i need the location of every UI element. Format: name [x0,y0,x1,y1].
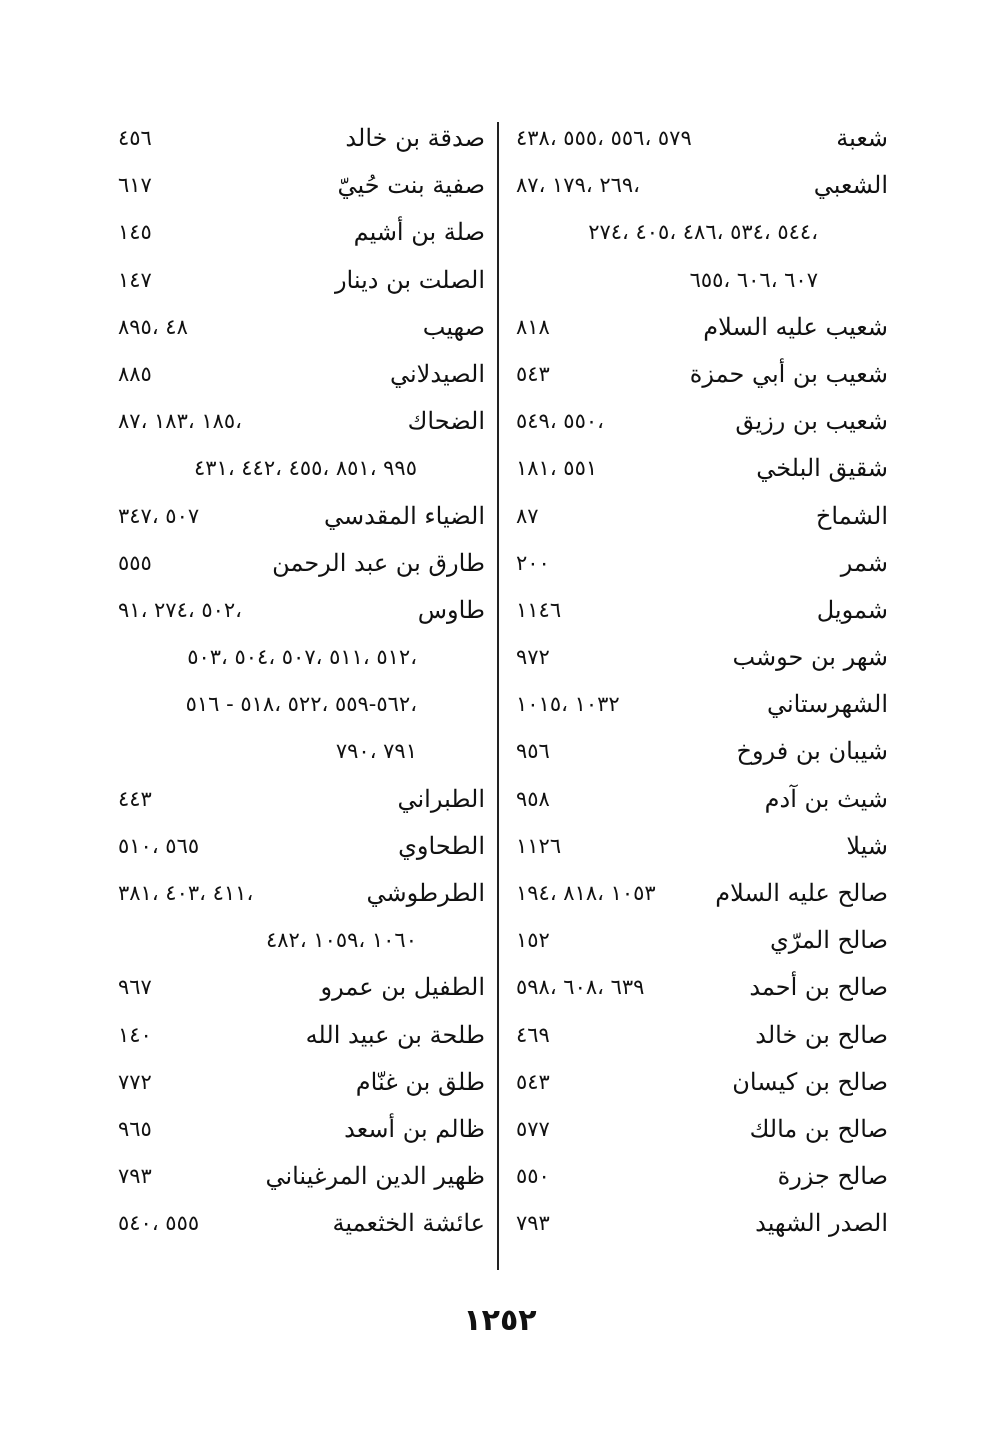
entry-pages-continuation: ٧٩١ ،٧٩٠ [335,739,417,764]
entry-name: طاوس [417,595,485,624]
entry-name: الطرطوشي [366,879,485,907]
entry-pages: ٤٥٦ [118,126,152,150]
index-entry [100,118,485,165]
entry-name: ظهير الدين المرغيناني [265,1162,485,1191]
entry-pages: ٨١٨ [516,314,550,339]
index-entry [498,165,888,212]
entry-pages: ٧٩٣ [516,1211,550,1236]
index-entry [100,1015,485,1062]
entry-pages-continuation: ،٥١٢ ،٥١١ ،٥٠٧ ،٥٠٤ ،٥٠٣ [187,645,417,670]
entry-name: الشماخ [815,501,888,530]
index-entry [100,260,485,307]
entry-pages: ٢٠٠ [516,550,550,575]
index-entry [100,448,485,495]
entry-pages-continuation: ،٥٤٤ ،٥٣٤ ،٤٨٦ ،٤٠٥ ،٢٧٤ [588,220,818,245]
index-entry [498,779,888,826]
entry-pages: ٤٦٩ [516,1022,550,1047]
index-entry [100,354,485,401]
entry-pages: ،١٨٥ ،١٨٣ ،٨٧ [118,409,242,434]
index-entry [100,401,485,448]
entry-pages: ٩٦٥ [118,1116,152,1141]
entry-pages: ١٠٣٢ ،١٠١٥ [516,692,620,717]
entry-name: الشهرستاني [766,690,888,719]
entry-pages: ١٤٠ [118,1022,152,1047]
entry-name: شهر بن حوشب [732,643,888,672]
entry-pages: ٧٧٢ [118,1069,152,1094]
index-entry [498,448,888,495]
entry-name: الصيدلاني [389,359,485,388]
index-entry [100,731,485,778]
entry-pages: ١٤٧ [118,267,152,292]
index-entry [498,826,888,873]
entry-name: الطحاوي [398,831,485,860]
index-entry [100,826,485,873]
left-index-column [100,118,485,1251]
index-entry [100,165,485,212]
index-entry [100,212,485,259]
index-entry [498,496,888,543]
index-entry [100,1203,485,1250]
entry-pages-continuation: ٩٩٥ ،٨٥١ ،٤٥٥ ،٤٤٢ ،٤٣١ [193,456,417,481]
index-entry [100,637,485,684]
right-index-column [498,118,888,1251]
entry-name: شمويل [816,595,888,624]
entry-name: شيلا [846,831,888,860]
index-entry [100,967,485,1014]
entry-pages: ٤٤٣ [118,786,152,811]
entry-pages: ٥٥١ ،١٨١ [516,456,598,481]
index-entry [498,920,888,967]
entry-pages: ٩٦٧ [118,975,152,1000]
entry-name: شعبة [836,124,888,152]
index-entry [498,967,888,1014]
entry-name: طلق بن غنّام [355,1067,485,1096]
index-entry [100,307,485,354]
entry-name: صفية بنت حُييّ [337,171,485,200]
entry-pages-continuation: ١٠٦٠ ،١٠٥٩ ،٤٨٢ [266,928,417,953]
entry-name: الصدر الشهيد [755,1209,888,1238]
entry-pages: ٥٧٧ [516,1116,550,1141]
entry-name: صالح بن مالك [749,1114,888,1143]
entry-name: الضحاك [407,407,485,436]
entry-name: ظالم بن أسعد [344,1114,485,1143]
entry-name: الطبراني [397,784,485,813]
entry-pages: ٥٥٥ [118,550,152,575]
index-entry [100,873,485,920]
index-entry [498,260,888,307]
index-entry [498,1203,888,1250]
entry-name: شعيب بن رزيق [735,407,888,436]
entry-name: صلة بن أشيم [353,218,485,247]
entry-pages: ٨٨٥ [118,361,152,386]
index-entry [498,1156,888,1203]
entry-name: طارق بن عبد الرحمن [272,548,485,577]
column-divider [497,122,499,1270]
entry-name: عائشة الخثعمية [332,1209,485,1238]
entry-pages: ١٥٢ [516,928,550,953]
entry-pages: ،٤١١ ،٤٠٣ ،٣٨١ [118,881,254,905]
index-entry [100,779,485,826]
entry-pages: ،٢٦٩ ،١٧٩ ،٨٧ [516,173,640,198]
entry-pages: ،٥٠٢ ،٢٧٤ ،٩١ [118,597,242,622]
index-entry [100,684,485,731]
entry-name: طلحة بن عبيد الله [305,1020,485,1049]
index-entry [498,684,888,731]
index-entry [100,543,485,590]
entry-pages: ٩٧٢ [516,645,550,670]
index-entry [498,1109,888,1156]
index-entry [498,1062,888,1109]
entry-name: شيث بن آدم [764,784,888,813]
entry-pages: ١٤٥ [118,220,152,245]
entry-pages: ٦٣٩ ،٦٠٨ ،٥٩٨ [516,975,645,1000]
entry-name: الضياء المقدسي [324,501,485,530]
entry-pages: ٥٦٥ ،٥١٠ [118,833,200,858]
index-entry [100,1062,485,1109]
index-entry [498,731,888,778]
entry-pages: ٩٥٦ [516,739,550,764]
entry-pages: ٥٤٣ [516,361,550,386]
entry-name: شمر [840,548,888,577]
entry-pages: ٥٧٩ ،٥٥٦ ،٥٥٥ ،٤٣٨ [516,126,692,150]
entry-pages: ٥٤٣ [516,1069,550,1094]
entry-name: شعيب عليه السلام [703,312,888,341]
entry-pages: ٧٩٣ [118,1164,152,1189]
index-entry [498,354,888,401]
entry-name: صهيب [422,312,485,341]
entry-pages-continuation: ،٥٦٢-٥٥٩ ،٥٢٢ ،٥١٨ - ٥١٦ [185,692,417,717]
index-entry [100,920,485,967]
index-entry [498,212,888,259]
entry-name: صالح عليه السلام [715,879,888,907]
page-number: ١٢٥٢ [463,1303,537,1338]
entry-name: صدقة بن خالد [345,124,485,152]
entry-name: شعيب بن أبي حمزة [689,359,888,388]
entry-name: صالح بن خالد [755,1020,888,1049]
entry-name: الشعبي [813,171,888,200]
entry-pages: ٩٥٨ [516,786,550,811]
index-entry [100,590,485,637]
index-entry [498,307,888,354]
entry-pages: ٤٨ ،٨٩٥ [118,314,188,339]
entry-pages: ٦١٧ [118,173,152,198]
index-entry [498,543,888,590]
entry-pages: ٨٧ [516,503,539,528]
index-entry [498,873,888,920]
index-entry [498,118,888,165]
index-entry [100,1156,485,1203]
entry-pages: ١١٢٦ [516,833,562,858]
entry-name: شيبان بن فروخ [736,737,888,766]
entry-name: الصلت بن دينار [334,265,485,294]
entry-pages: ،٥٥٠ ،٥٤٩ [516,409,604,434]
entry-pages: ٥٥٥ ،٥٤٠ [118,1211,200,1236]
entry-name: صالح بن أحمد [749,973,888,1002]
index-entry [498,590,888,637]
entry-name: صالح جزرة [777,1162,888,1191]
index-entry [100,496,485,543]
entry-pages: ١٠٥٣ ،٨١٨ ،١٩٤ [516,881,656,905]
entry-name: الطفيل بن عمرو [320,973,485,1002]
index-entry [498,637,888,684]
entry-pages: ٥٥٠ [516,1164,550,1189]
entry-pages: ١١٤٦ [516,597,562,622]
entry-pages: ٥٠٧ ،٣٤٧ [118,503,200,528]
index-entry [498,1015,888,1062]
index-entry [498,401,888,448]
entry-name: شقيق البلخي [756,454,888,483]
entry-name: صالح المرّي [769,926,888,955]
entry-name: صالح بن كيسان [732,1067,888,1096]
entry-pages-continuation: ٦٠٧ ،٦٠٦ ،٦٥٥ [689,267,818,292]
index-entry [100,1109,485,1156]
